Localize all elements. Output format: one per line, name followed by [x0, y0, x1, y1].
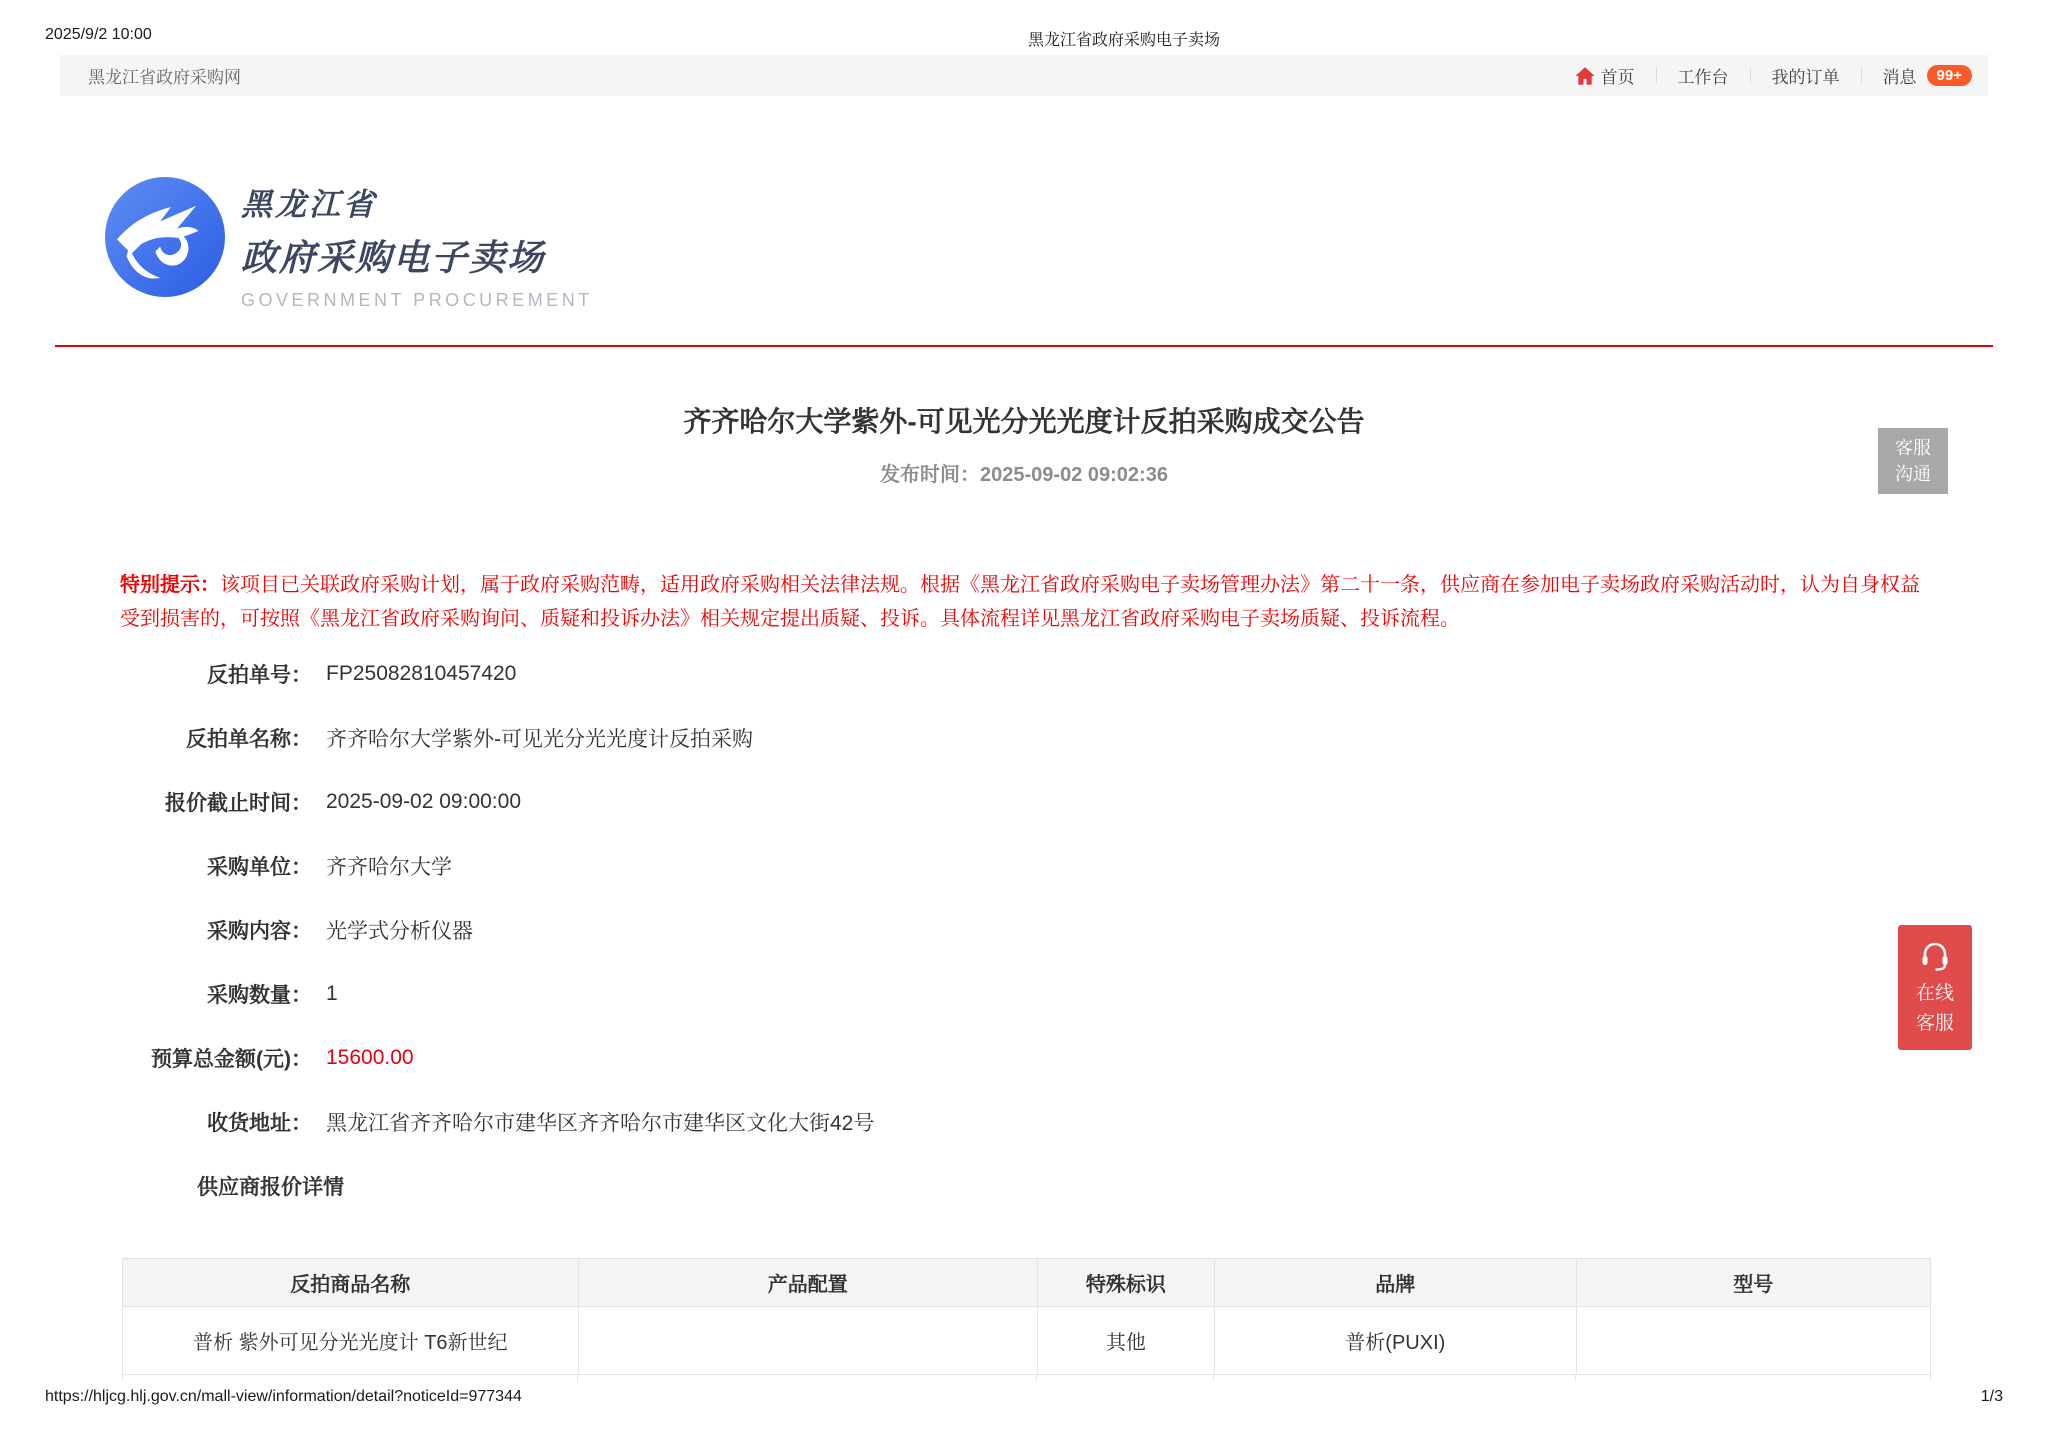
supplier-quote-heading: 供应商报价详情 — [197, 1176, 344, 1199]
nav-menu — [1574, 63, 1972, 88]
special-notice-label: 特别提示： — [120, 574, 220, 596]
customer-service-chat-button[interactable] — [1878, 428, 1948, 494]
publish-time-value: 2025-09-02 09:02:36 — [980, 464, 1168, 486]
quote-table — [122, 1258, 1931, 1375]
top-navbar — [60, 55, 1988, 96]
table-header-cell: 产品配置 — [578, 1259, 1037, 1307]
field-row-address — [100, 1090, 1940, 1154]
field-row-order-no — [100, 642, 1940, 706]
table-header-row — [123, 1259, 1931, 1307]
field-label: 采购数量： — [207, 984, 312, 1007]
field-row-purchaser — [100, 834, 1940, 898]
field-row-order-name — [100, 706, 1940, 770]
field-label: 反拍单号： — [207, 664, 312, 687]
table-row — [123, 1307, 1931, 1375]
red-divider — [55, 345, 1993, 347]
field-value: 1 — [326, 982, 338, 1005]
announcement-title: 齐齐哈尔大学紫外-可见光分光光度计反拍采购成交公告 — [683, 406, 1365, 437]
table-cell-special-flag: 其他 — [1037, 1307, 1214, 1375]
field-row-deadline — [100, 770, 1940, 834]
online-cs-line2: 客服 — [1915, 1012, 1954, 1034]
special-notice-text: 该项目已关联政府采购计划，属于政府采购范畴，适用政府采购相关法律法规。根据《黑龙江省政府采购电子卖场管理办法》第二十一条，供应商在参加电子卖场政府采购活动时，认为自身权益受到损害的，可按照《黑龙江省政府采购询问、质疑和投诉办法》相关规定提出质疑、投诉。具体流程详见黑龙江省政府采购电子卖场质疑、投诉流程。 — [120, 574, 1920, 630]
online-cs-line1: 在线 — [1915, 983, 1954, 1005]
nav-separator — [1861, 68, 1862, 83]
field-row-content — [100, 898, 1940, 962]
table-cell-config — [578, 1307, 1037, 1375]
online-customer-service-button[interactable] — [1898, 925, 1972, 1050]
publish-time — [0, 458, 2048, 487]
field-label: 采购内容： — [207, 920, 312, 943]
field-value: 光学式分析仪器 — [326, 920, 473, 943]
nav-my-orders[interactable]: 我的订单 — [1771, 68, 1840, 87]
field-list — [100, 642, 1940, 1218]
field-label: 预算总金额(元)： — [151, 1048, 312, 1071]
print-header-datetime: 2025/9/2 10:00 — [45, 26, 152, 43]
field-label: 报价截止时间： — [165, 792, 312, 815]
print-header-title: 黑龙江省政府采购电子卖场 — [1027, 32, 1220, 49]
nav-home-label: 首页 — [1600, 68, 1635, 87]
nav-separator — [1750, 68, 1751, 83]
print-footer-url: https://hljcg.hlj.gov.cn/mall-view/information/detail?noticeId=977344 — [45, 1388, 522, 1405]
field-row-quantity — [100, 962, 1940, 1026]
nav-messages[interactable]: 消息 — [1882, 68, 1917, 87]
logo — [105, 177, 593, 311]
table-cut-row — [122, 1375, 1931, 1381]
logo-mark-icon — [105, 177, 225, 297]
field-value: 2025-09-02 09:00:00 — [326, 790, 521, 813]
table-header-cell: 型号 — [1576, 1259, 1930, 1307]
table-cell-brand: 普析(PUXI) — [1215, 1307, 1577, 1375]
logo-line1: 黑龙江省 — [241, 187, 377, 222]
table-cell-product-name: 普析 紫外可见分光光度计 T6新世纪 — [123, 1307, 579, 1375]
field-value: FP25082810457420 — [326, 662, 517, 685]
print-footer-page-number: 1/3 — [1980, 1388, 2003, 1405]
logo-line2: 政府采购电子卖场 — [241, 237, 546, 278]
field-label: 收货地址： — [207, 1112, 312, 1135]
field-value-budget: 15600.00 — [326, 1046, 414, 1069]
table-header-cell: 特殊标识 — [1037, 1259, 1214, 1307]
publish-time-label: 发布时间： — [880, 464, 981, 486]
table-header-cell: 品牌 — [1215, 1259, 1577, 1307]
field-label: 采购单位： — [207, 856, 312, 879]
field-value: 齐齐哈尔大学紫外-可见光分光光度计反拍采购 — [326, 728, 753, 751]
headset-icon — [1916, 937, 1954, 971]
field-row-budget — [100, 1026, 1940, 1090]
nav-workbench[interactable]: 工作台 — [1677, 68, 1729, 87]
field-value: 黑龙江省齐齐哈尔市建华区齐齐哈尔市建华区文化大街42号 — [326, 1112, 875, 1135]
field-value: 齐齐哈尔大学 — [326, 856, 452, 879]
cs-chat-line2: 沟通 — [1895, 464, 1931, 484]
site-name-link[interactable]: 黑龙江省政府采购网 — [88, 68, 241, 87]
table-header-cell: 反拍商品名称 — [123, 1259, 579, 1307]
field-label: 反拍单名称： — [186, 728, 312, 751]
cs-chat-line1: 客服 — [1895, 437, 1931, 458]
home-icon — [1574, 65, 1596, 87]
table-cell-model — [1576, 1307, 1930, 1375]
nav-home[interactable] — [1574, 63, 1635, 88]
message-count-badge[interactable]: 99+ — [1927, 65, 1972, 86]
nav-separator — [1656, 68, 1657, 83]
logo-subtitle: GOVERNMENT PROCUREMENT — [241, 290, 593, 310]
special-notice — [120, 568, 1932, 636]
logo-text — [241, 177, 593, 311]
